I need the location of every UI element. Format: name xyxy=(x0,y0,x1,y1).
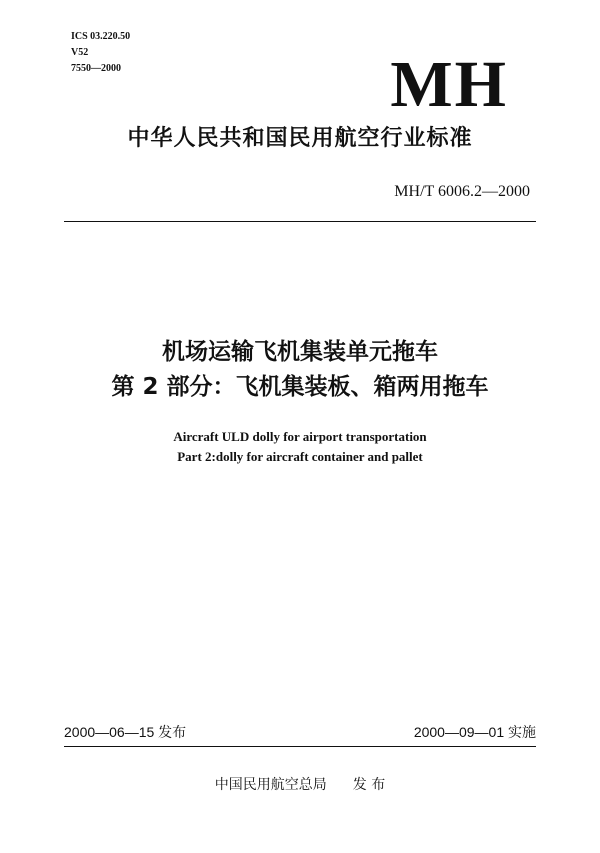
issuer-line xyxy=(0,775,600,795)
standard-logo: MH xyxy=(390,48,508,121)
ccs-code: V52 xyxy=(71,47,89,58)
title-en-line2: Part 2:dolly for aircraft container and pallet xyxy=(177,449,423,464)
ics-code: ICS 03.220.50 xyxy=(71,31,131,42)
standard-number: MH/T 6006.2—2000 xyxy=(394,183,530,200)
issuer-name: 中国民用航空总局 xyxy=(214,777,327,793)
bottom-divider xyxy=(64,746,536,747)
title-zh-line2: 第 2 部分：飞机集装板、箱两用拖车 xyxy=(111,374,489,400)
organization-title: 中华人民共和国民用航空行业标准 xyxy=(127,126,473,151)
filing-number: 7550—2000 xyxy=(71,63,121,74)
issuer-action: 发 布 xyxy=(352,777,386,793)
implementation-date: 2000—09—01 实施 xyxy=(413,724,536,740)
top-divider xyxy=(64,221,536,222)
title-en-line1: Aircraft ULD dolly for airport transportation xyxy=(173,429,427,444)
classification-codes xyxy=(71,29,130,77)
issue-date: 2000—06—15 发布 xyxy=(64,724,187,740)
title-zh-line1: 机场运输飞机集装单元拖车 xyxy=(162,339,438,365)
